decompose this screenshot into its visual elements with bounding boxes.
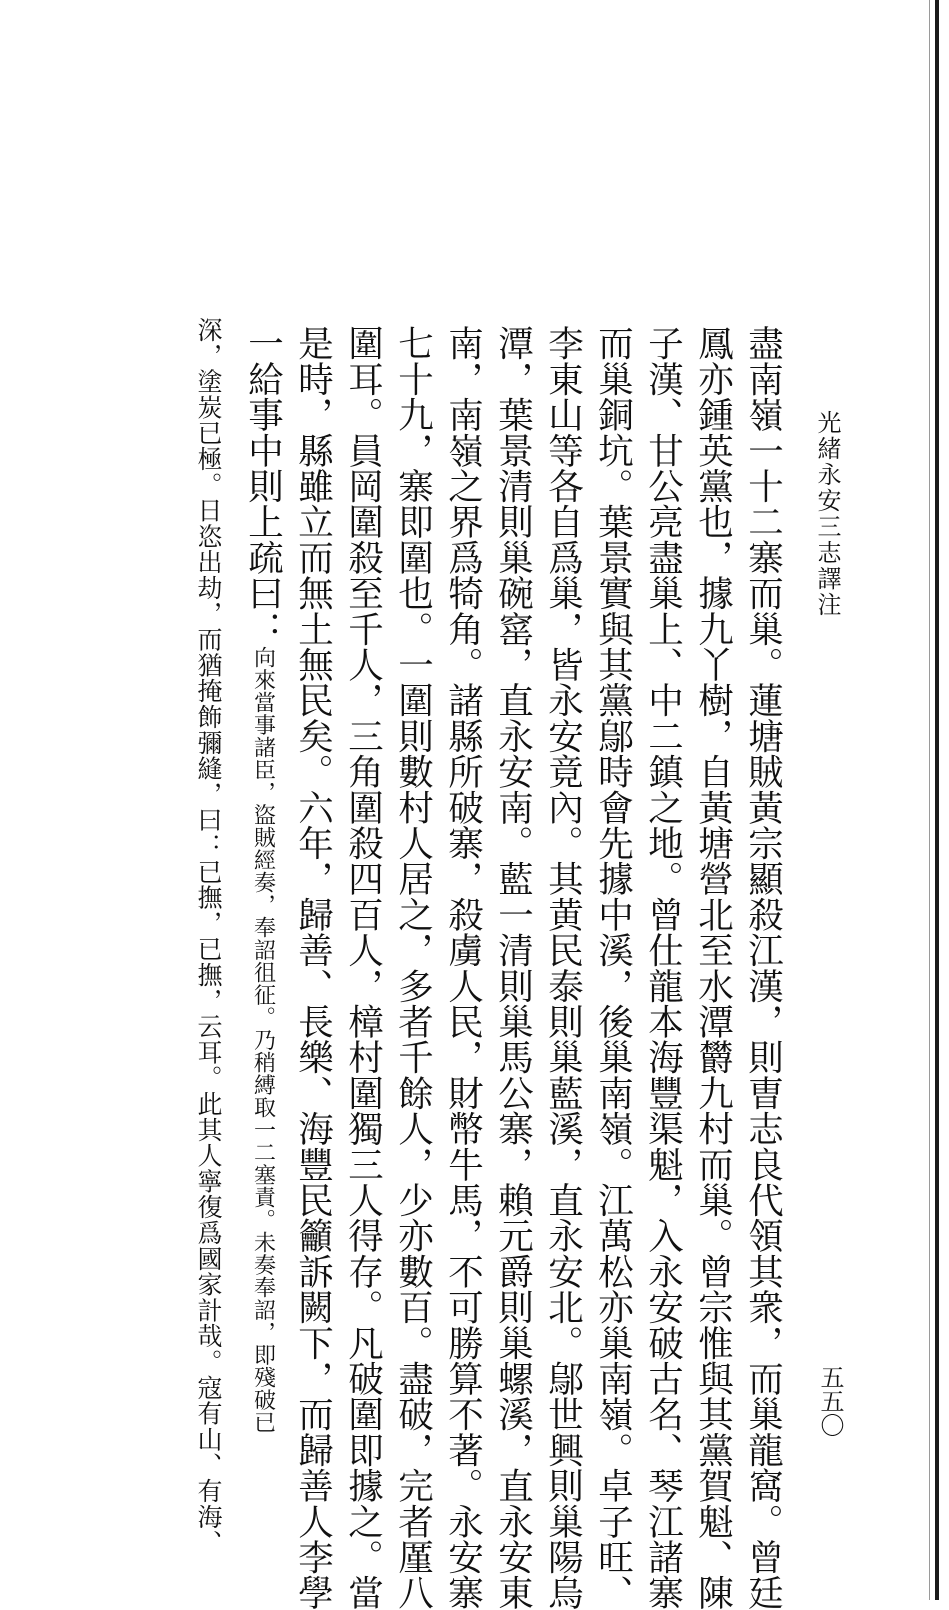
- column-11-text: 一給事中則上疏曰：: [242, 325, 284, 647]
- text-column-8: 七十九，寨即圍也。一圍則數村人居之，多者千餘人，少亦數百。盡破，完者厪八: [392, 325, 434, 1610]
- text-column-10: 是時，縣雖立而無土無民矣。六年，歸善、長樂、海豐民籲訴闕下，而歸善人李學: [292, 325, 334, 1610]
- text-column-7: 南，南嶺之界爲犄角。諸縣所破寨，殺虜人民，財幣牛馬，不可勝算不著。永安寨: [442, 325, 484, 1610]
- page-number: 五五〇: [816, 1365, 844, 1437]
- text-column-2: 鳳亦鍾英黨也，據九丫樹，自黃塘營北至水潭欝九村而巢。曾宗惟與其黨賀魁、陳: [692, 325, 734, 1610]
- main-text: [0, 317, 949, 1610]
- inline-note: 向來當事諸臣，盜賊經奏，奉詔徂征。乃稍縛取一二塞責。未奏奉詔，即殘破已: [250, 646, 276, 1434]
- text-column-12: 深，塗炭已極。日恣出劫，而猶掩飾彌縫，曰：已撫，已撫，云耳。此其人寧復爲國家計哉。寇有山、有海、: [194, 317, 223, 1556]
- running-title: 光緒永安三志譯注: [813, 410, 841, 618]
- text-column-9: 圍耳。員岡圍殺至千人，三角圍殺四百人，樟村圍獨三人得存。凡破圍即據之。當: [342, 325, 384, 1610]
- text-column-1: 盡南嶺一十二寨而巢。蓮塘賊黃宗顯殺江漢，則曺志良代領其衆，而巢龍窩。曾廷: [742, 325, 784, 1610]
- text-column-6: 潭，葉景清則巢碗窰，直永安南。藍一清則巢馬公寨，賴元爵則巢螺溪，直永安東: [492, 325, 534, 1610]
- text-column-4: 而巢銅坑。葉景實與其黨鄔時會先據中溪，後巢南嶺。江萬松亦巢南嶺。卓子旺、: [592, 325, 634, 1610]
- text-column-11: [242, 325, 284, 1434]
- text-column-5: 李東山等各自爲巢，皆永安竟內。其黄民泰則巢藍溪，直永安北。鄔世興則巢陽烏: [542, 325, 584, 1610]
- text-column-3: 子漢、甘公亮盡巢上、中二鎮之地。曾仕龍本海豐渠魁，入永安破古名、琴江諸寨: [642, 325, 684, 1610]
